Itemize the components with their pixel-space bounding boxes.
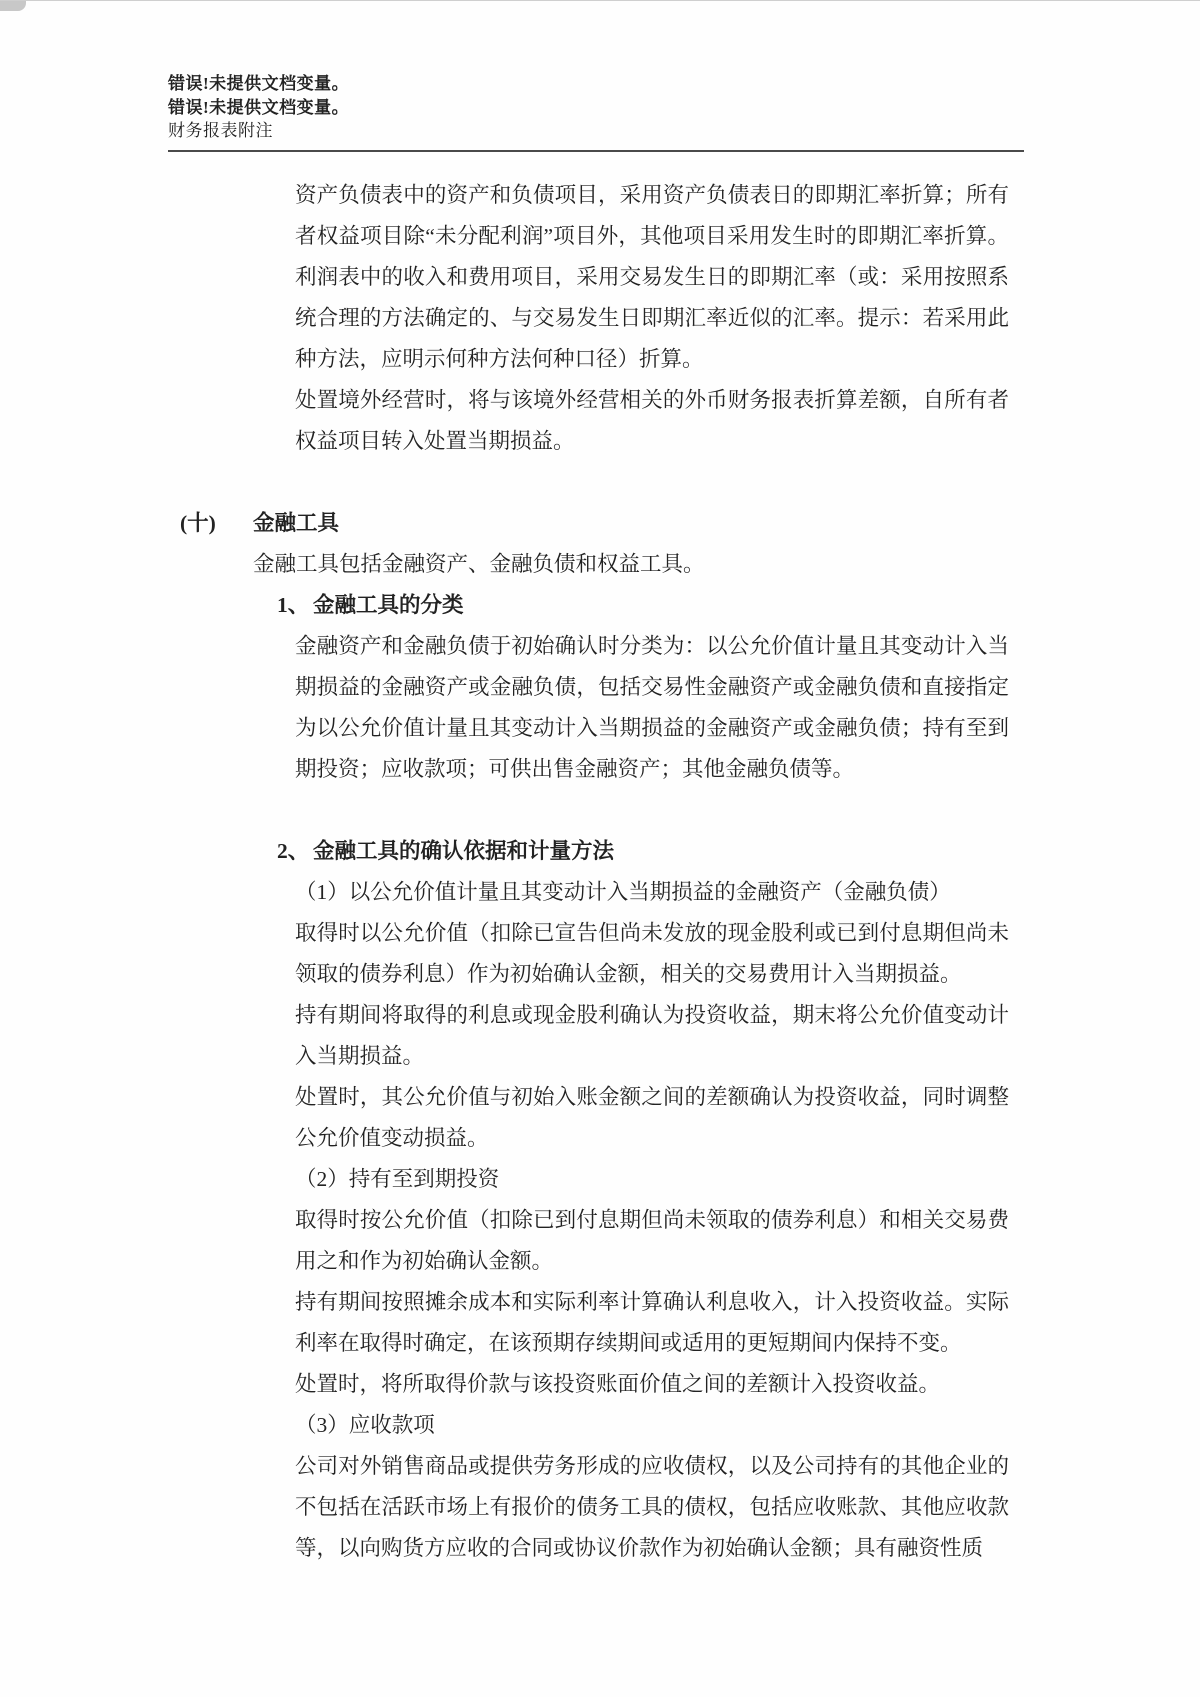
- paragraph-item3-title: （3）应收款项: [295, 1413, 435, 1437]
- section-number-label: (十): [180, 511, 216, 535]
- paragraph-item1-holding: 持有期间将取得的利息或现金股利确认为投资收益，期末将公允价值变动计入当期损益。: [295, 1003, 1009, 1068]
- paragraph-item1-title: （1）以公允价值计量且其变动计入当期损益的金融资产（金融负债）: [295, 880, 951, 904]
- header-doc-title: 财务报表附注: [168, 121, 273, 140]
- subsection-2-heading-row: [168, 831, 1028, 872]
- subsection-1-heading-row: [168, 585, 1028, 626]
- header-error-line-1: 错误!未提供文档变量。: [168, 74, 350, 93]
- paragraph-item2-holding: 持有期间按照摊余成本和实际利率计算确认利息收入，计入投资收益。实际利率在取得时确定，在该预期存续期间或适用的更短期间内保持不变。: [295, 1290, 1009, 1355]
- section-intro-paragraph: 金融工具包括金融资产、金融负债和权益工具。: [253, 552, 705, 576]
- paragraph-fx-disposal: 处置境外经营时，将与该境外经营相关的外币财务报表折算差额，自所有者权益项目转入处置当期损益。: [295, 388, 1009, 453]
- paragraph-item3-receivables: 公司对外销售商品或提供劳务形成的应收债权，以及公司持有的其他企业的不包括在活跃市场上有报价的债务工具的债权，包括应收账款、其他应收款等，以向购货方应收的合同或协议价款作为初始确认金额；具有融资性质: [295, 1454, 1009, 1560]
- paragraph-item1-acquisition: 取得时以公允价值（扣除已宣告但尚未发放的现金股利或已到付息期但尚未领取的债券利息）作为初始确认金额，相关的交易费用计入当期损益。: [295, 921, 1009, 986]
- subsection-2-title: 金融工具的确认依据和计量方法: [313, 839, 615, 863]
- subsection-1-title: 金融工具的分类: [313, 593, 464, 617]
- header-divider-rule: [168, 150, 1024, 152]
- page-header: [168, 72, 1024, 152]
- paragraph-item2-disposal: 处置时，将所取得价款与该投资账面价值之间的差额计入投资收益。: [295, 1372, 941, 1396]
- section-heading-row: [168, 503, 1028, 544]
- subsection-2-number: 2、: [277, 839, 310, 863]
- paragraph-item1-disposal: 处置时，其公允价值与初始入账金额之间的差额确认为投资收益，同时调整公允价值变动损益。: [295, 1085, 1009, 1150]
- scan-artifact: [0, 1, 26, 11]
- subsection-1-number: 1、: [277, 593, 310, 617]
- document-body: [168, 175, 1028, 1569]
- section-title: 金融工具: [253, 511, 340, 535]
- paragraph-item2-acquisition: 取得时按公允价值（扣除已到付息期但尚未领取的债券利息）和相关交易费用之和作为初始确认金额。: [295, 1208, 1009, 1273]
- header-error-line-2: 错误!未提供文档变量。: [168, 97, 350, 117]
- paragraph-classification: 金融资产和金融负债于初始确认时分类为：以公允价值计量且其变动计入当期损益的金融资产或金融负债，包括交易性金融资产或金融负债和直接指定为以公允价值计量且其变动计入当期损益的金融资产或金融负债；持有至到期投资；应收款项；可供出售金融资产；其他金融负债等。: [295, 634, 1009, 781]
- paragraph-fx-translation: 资产负债表中的资产和负债项目，采用资产负债表日的即期汇率折算；所有者权益项目除“未分配利润”项目外，其他项目采用发生时的即期汇率折算。利润表中的收入和费用项目，采用交易发生日的即期汇率（或：采用按照系统合理的方法确定的、与交易发生日即期汇率近似的汇率。提示：若采用此种方法，应明示何种方法何种口径）折算。: [295, 183, 1009, 371]
- paragraph-item2-title: （2）持有至到期投资: [295, 1167, 500, 1191]
